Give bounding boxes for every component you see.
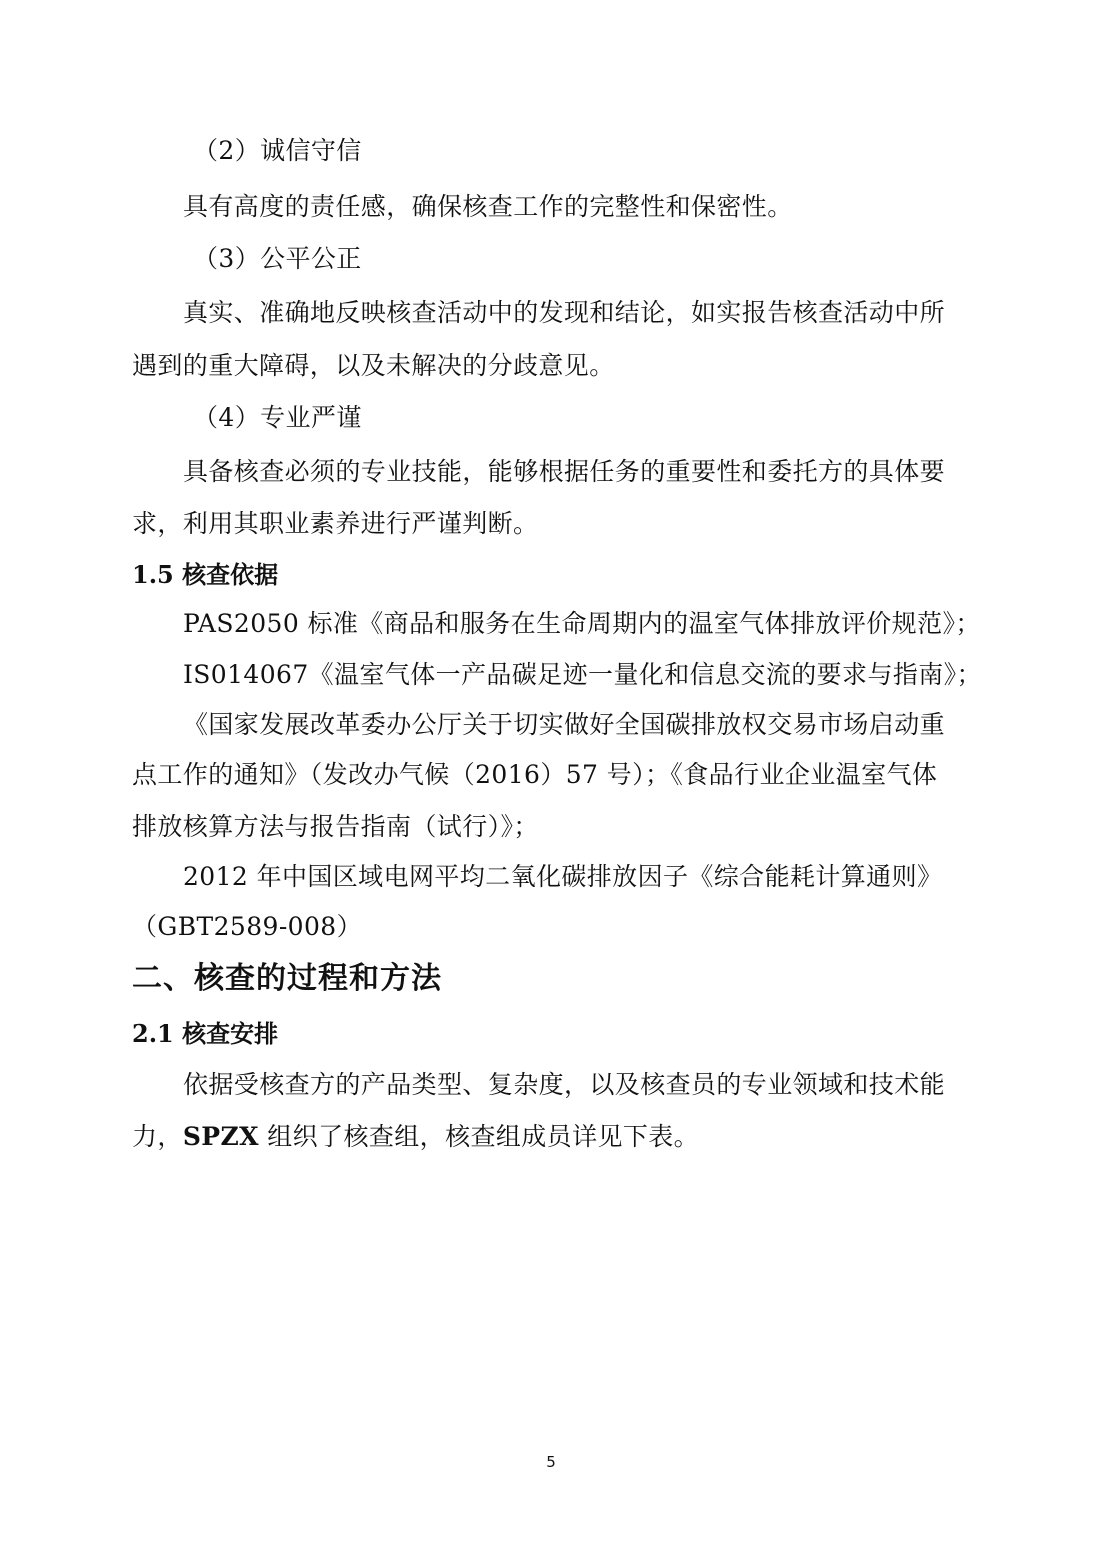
item-4-title: （4）专业严谨	[193, 403, 362, 432]
item-2-body: 具有高度的责任感，确保核查工作的完整性和保密性。	[183, 192, 793, 221]
basis-ndrc-notice-line-2: 点工作的通知》（发改办气候（2016）57 号）；《食品行业企业温室气体	[132, 760, 938, 789]
section-2-1-heading: 2.1 核查安排	[132, 1019, 279, 1048]
section-2-1-para-line-1: 依据受核查方的产品类型、复杂度，以及核查员的专业领域和技术能	[183, 1070, 946, 1099]
basis-emission-factor-line-2: （GBT2589-008）	[132, 912, 363, 941]
item-3-body-line-2: 遇到的重大障碍，以及未解决的分歧意见。	[132, 351, 615, 380]
para-prefix: 力，	[132, 1122, 183, 1151]
item-3-body-line-1: 真实、准确地反映核查活动中的发现和结论，如实报告核查活动中所	[183, 298, 946, 327]
item-4-body-line-1: 具备核查必须的专业技能，能够根据任务的重要性和委托方的具体要	[183, 457, 946, 486]
item-3-title: （3）公平公正	[193, 244, 362, 273]
basis-iso14067: IS014067《温室气体一产品碳足迹一量化和信息交流的要求与指南》；	[183, 660, 982, 689]
section-1-5-heading: 1.5 核查依据	[132, 560, 279, 589]
para-suffix: 组织了核查组，核查组成员详见下表。	[258, 1122, 700, 1151]
chapter-2-heading: 二、核查的过程和方法	[132, 961, 442, 996]
basis-emission-factor-line-1: 2012 年中国区域电网平均二氧化碳排放因子《综合能耗计算通则》	[183, 862, 943, 891]
basis-ndrc-notice-line-1: 《国家发展改革委办公厅关于切实做好全国碳排放权交易市场启动重	[183, 710, 946, 739]
page-number: 5	[546, 1453, 556, 1471]
basis-ndrc-notice-line-3: 排放核算方法与报告指南（试行）》；	[132, 812, 539, 841]
organization-name: SPZX	[182, 1122, 259, 1151]
item-4-body-line-2: 求，利用其职业素养进行严谨判断。	[132, 509, 539, 538]
section-2-1-para-line-2	[132, 1120, 699, 1154]
basis-pas2050: PAS2050 标准《商品和服务在生命周期内的温室气体排放评价规范》；	[183, 609, 981, 638]
item-2-title: （2）诚信守信	[193, 136, 362, 165]
